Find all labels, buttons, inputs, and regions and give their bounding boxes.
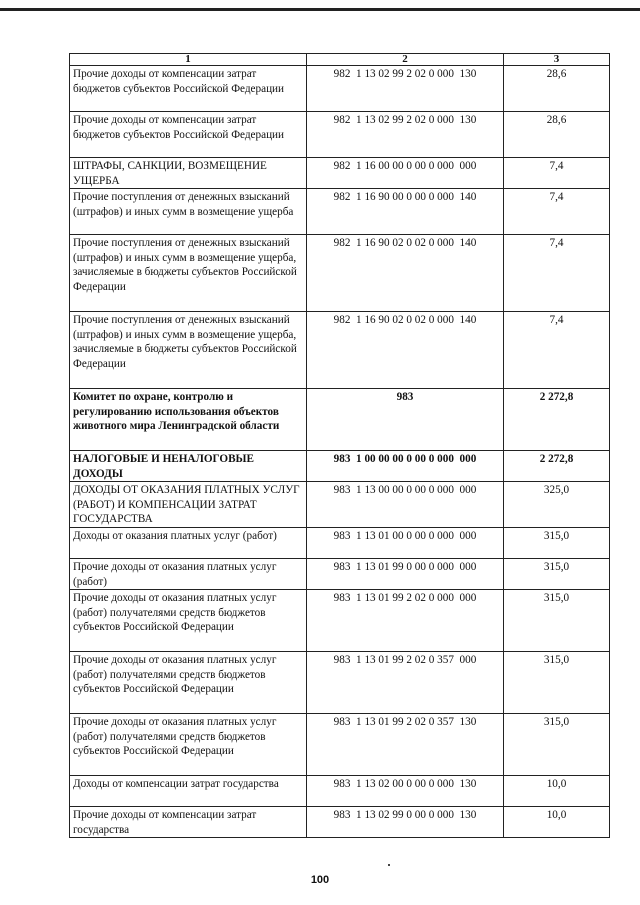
table-row — [70, 807, 610, 838]
row-name-cell: Доходы от оказания платных услуг (работ) — [70, 528, 307, 559]
row-name-cell: ШТРАФЫ, САНКЦИИ, ВОЗМЕЩЕНИЕ УЩЕРБА — [70, 158, 307, 189]
row-amount-cell: 7,4 — [504, 158, 610, 189]
table-row — [70, 590, 610, 652]
header-col-3: 3 — [504, 54, 610, 66]
table-row — [70, 312, 610, 389]
table-row — [70, 652, 610, 714]
top-rule — [0, 8, 640, 11]
row-amount-cell: 2 272,8 — [504, 389, 610, 451]
table-row — [70, 66, 610, 112]
row-amount-cell: 315,0 — [504, 528, 610, 559]
table-row — [70, 528, 610, 559]
table-row — [70, 389, 610, 451]
row-amount-cell: 315,0 — [504, 652, 610, 714]
header-col-1: 1 — [70, 54, 307, 66]
row-name-cell: Прочие доходы от компенсации затрат бюджетов субъектов Российской Федерации — [70, 66, 307, 112]
header-col-2: 2 — [307, 54, 504, 66]
row-amount-cell: 10,0 — [504, 807, 610, 838]
row-name-cell: Прочие доходы от оказания платных услуг (работ) получателями средств бюджетов субъектов Российской Федерации — [70, 652, 307, 714]
row-amount-cell: 325,0 — [504, 482, 610, 528]
row-code-cell: 982 1 16 00 00 0 00 0 000 000 — [307, 158, 504, 189]
row-name-cell: Прочие поступления от денежных взысканий (штрафов) и иных сумм в возмещение ущерба — [70, 189, 307, 235]
table-row — [70, 559, 610, 590]
row-name-cell: Прочие доходы от компенсации затрат государства — [70, 807, 307, 838]
row-name-cell: Прочие поступления от денежных взысканий (штрафов) и иных сумм в возмещение ущерба, зачисляемые в бюджеты субъектов Российской Федерации — [70, 312, 307, 389]
row-code-cell: 983 1 13 02 99 0 00 0 000 130 — [307, 807, 504, 838]
row-code-cell: 982 1 16 90 00 0 00 0 000 140 — [307, 189, 504, 235]
table-row — [70, 451, 610, 482]
page-number: 100 — [310, 874, 330, 886]
row-code-cell: 982 1 16 90 02 0 02 0 000 140 — [307, 312, 504, 389]
row-amount-cell: 7,4 — [504, 312, 610, 389]
row-amount-cell: 7,4 — [504, 189, 610, 235]
row-code-cell: 983 1 13 00 00 0 00 0 000 000 — [307, 482, 504, 528]
row-amount-cell: 315,0 — [504, 590, 610, 652]
table-row — [70, 158, 610, 189]
table-header-row — [70, 54, 610, 66]
row-code-cell: 983 1 13 01 99 0 00 0 000 000 — [307, 559, 504, 590]
row-name-cell: Прочие доходы от компенсации затрат бюджетов субъектов Российской Федерации — [70, 112, 307, 158]
row-code-cell: 982 1 16 90 02 0 02 0 000 140 — [307, 235, 504, 312]
row-code-cell: 982 1 13 02 99 2 02 0 000 130 — [307, 66, 504, 112]
row-amount-cell: 10,0 — [504, 776, 610, 807]
row-name-cell: Доходы от компенсации затрат государства — [70, 776, 307, 807]
table-row — [70, 714, 610, 776]
revenue-table — [69, 53, 610, 838]
row-name-cell: Прочие доходы от оказания платных услуг (работ) получателями средств бюджетов субъектов Российской Федерации — [70, 590, 307, 652]
table-row — [70, 112, 610, 158]
row-name-cell: НАЛОГОВЫЕ И НЕНАЛОГОВЫЕ ДОХОДЫ — [70, 451, 307, 482]
row-name-cell: Прочие поступления от денежных взысканий (штрафов) и иных сумм в возмещение ущерба, зачисляемые в бюджеты субъектов Российской Федерации — [70, 235, 307, 312]
row-amount-cell: 28,6 — [504, 112, 610, 158]
row-amount-cell: 2 272,8 — [504, 451, 610, 482]
row-code-cell: 983 1 00 00 00 0 00 0 000 000 — [307, 451, 504, 482]
row-amount-cell: 315,0 — [504, 559, 610, 590]
row-code-cell: 983 1 13 01 99 2 02 0 000 000 — [307, 590, 504, 652]
table-row — [70, 776, 610, 807]
row-code-cell: 982 1 13 02 99 2 02 0 000 130 — [307, 112, 504, 158]
scan-speck — [388, 864, 390, 866]
table-row — [70, 189, 610, 235]
row-code-cell: 983 1 13 01 99 2 02 0 357 000 — [307, 652, 504, 714]
row-name-cell: Прочие доходы от оказания платных услуг (работ) — [70, 559, 307, 590]
row-name-cell: Прочие доходы от оказания платных услуг (работ) получателями средств бюджетов субъектов Российской Федерации — [70, 714, 307, 776]
row-code-cell: 983 — [307, 389, 504, 451]
row-amount-cell: 315,0 — [504, 714, 610, 776]
row-amount-cell: 28,6 — [504, 66, 610, 112]
row-code-cell: 983 1 13 02 00 0 00 0 000 130 — [307, 776, 504, 807]
table-row — [70, 482, 610, 528]
row-name-cell: ДОХОДЫ ОТ ОКАЗАНИЯ ПЛАТНЫХ УСЛУГ (РАБОТ) И КОМПЕНСАЦИИ ЗАТРАТ ГОСУДАРСТВА — [70, 482, 307, 528]
table-row — [70, 235, 610, 312]
row-name-cell: Комитет по охране, контролю и регулированию использования объектов животного мира Ленинградской области — [70, 389, 307, 451]
row-code-cell: 983 1 13 01 99 2 02 0 357 130 — [307, 714, 504, 776]
row-code-cell: 983 1 13 01 00 0 00 0 000 000 — [307, 528, 504, 559]
row-amount-cell: 7,4 — [504, 235, 610, 312]
